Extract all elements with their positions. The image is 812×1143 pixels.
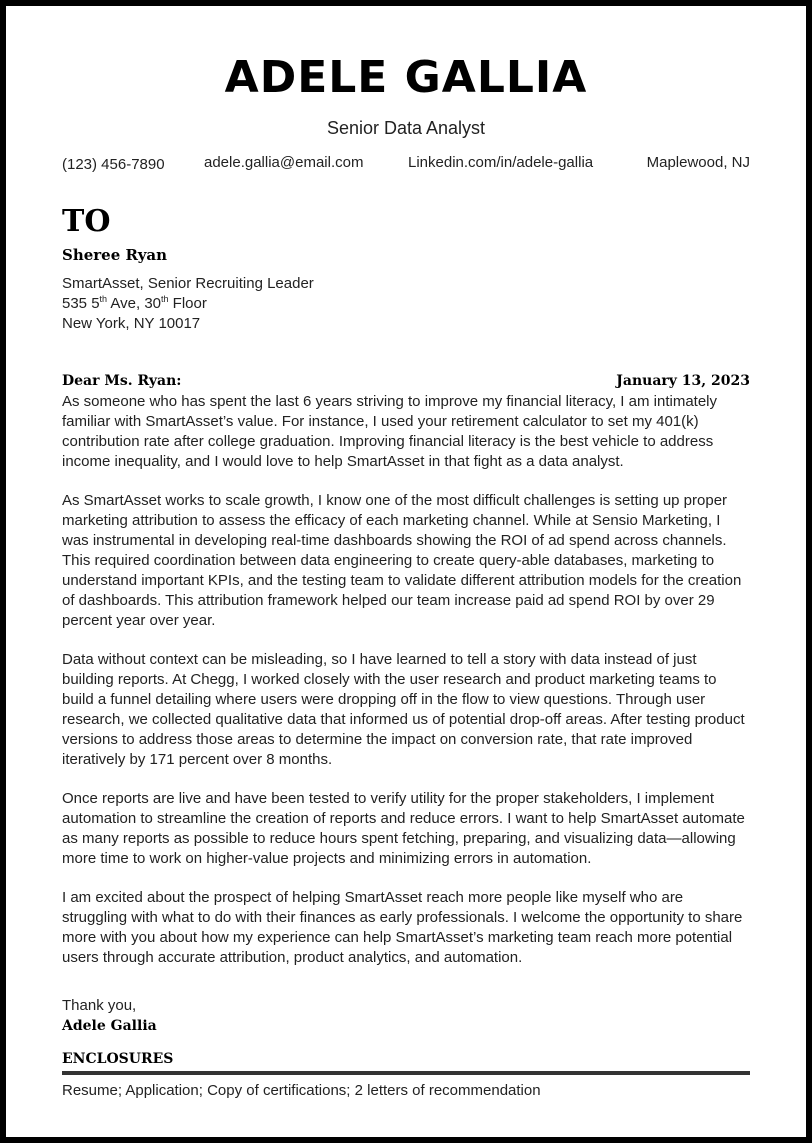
closing: Thank you, [62,997,137,1014]
contact-location: Maplewood, NJ [646,154,750,171]
section-divider [62,1071,750,1075]
enclosures-list: Resume; Application; Copy of certifications; 2 letters of recommendation [62,1082,541,1099]
body-paragraph: As SmartAsset works to scale growth, I know one of the most difficult challenges is setting up proper marketing attribution to assess the efficacy of each marketing channel. While at Sensio Marketing, I was instrumental in developing real-time dashboards showing the ROI of ad spend across channels. This required coordination between data engineering to create query-able databases, marketing to understand important KPIs, and the testing team to validate different attribution models for the creation of dashboards. This attribution framework helped our team increase paid ad spend ROI by over 29 percent year over year. [62,492,742,629]
floor-ordinal: th [161,294,169,304]
salutation-row [62,373,750,391]
recipient-city-line: New York, NY 10017 [62,315,201,332]
street-ordinal: th [99,294,108,304]
contact-email: adele.gallia@email.com [204,154,364,171]
recipient-company-line: SmartAsset, Senior Recruiting Leader [62,275,314,292]
letter-date: January 13, 2023 [616,373,750,389]
body-paragraph: I am excited about the prospect of helping SmartAsset reach more people like myself who are struggling with what to do with their finances as early professionals. I welcome the opportunity to share more with you about how my experience can help SmartAsset’s marketing team reach more potential users through accurate attribution, product analytics, and automation. [62,889,743,966]
signature-name: Adele Gallia [62,1018,157,1034]
to-heading: TO [62,204,111,239]
street-floor-number: Ave, 30 [107,295,161,312]
recipient-street-line [62,294,314,314]
letter-body [62,392,750,987]
recipient-address [62,274,314,334]
body-paragraph: As someone who has spent the last 6 years striving to improve my financial literacy, I am intimately familiar with SmartAsset’s value. For instance, I used your retirement calculator to set my 401(k) contribution rate after college graduation. Improving financial literacy is the best vehicle to address income inequality, and I would love to help SmartAsset in that fight as a data analyst. [62,393,717,470]
body-paragraph: Data without context can be misleading, so I have learned to tell a story with data instead of just building reports. At Chegg, I worked closely with the user research and product marketing teams to build a funnel detailing where users were dropping off in the flow to view questions. Through user research, we collected qualitative data that informed us of potential drop-off areas. After testing product versions to address those areas to determine the impact on conversion rate, that rate improved iteratively by 171 percent over 8 months. [62,651,745,768]
applicant-name: ADELE GALLIA [224,52,588,103]
recipient-name: Sheree Ryan [62,246,168,264]
contact-row [62,154,750,174]
street-number: 535 5 [62,295,100,312]
applicant-title: Senior Data Analyst [326,118,486,138]
floor-label: Floor [168,295,207,312]
salutation: Dear Ms. Ryan: [62,373,182,389]
body-paragraph: Once reports are live and have been tested to verify utility for the proper stakeholders, I implement automation to streamline the creation of reports and reduce errors. I want to help SmartAsset automate as many reports as possible to reduce hours spent fetching, preparing, and visualizing data—allowing more time to work on higher-value projects and minimizing errors in automation. [62,790,745,867]
letter-content [62,6,750,1137]
contact-phone: (123) 456-7890 [62,156,165,173]
enclosures-heading: ENCLOSURES [62,1051,174,1067]
contact-linkedin: Linkedin.com/in/adele-gallia [408,154,594,171]
